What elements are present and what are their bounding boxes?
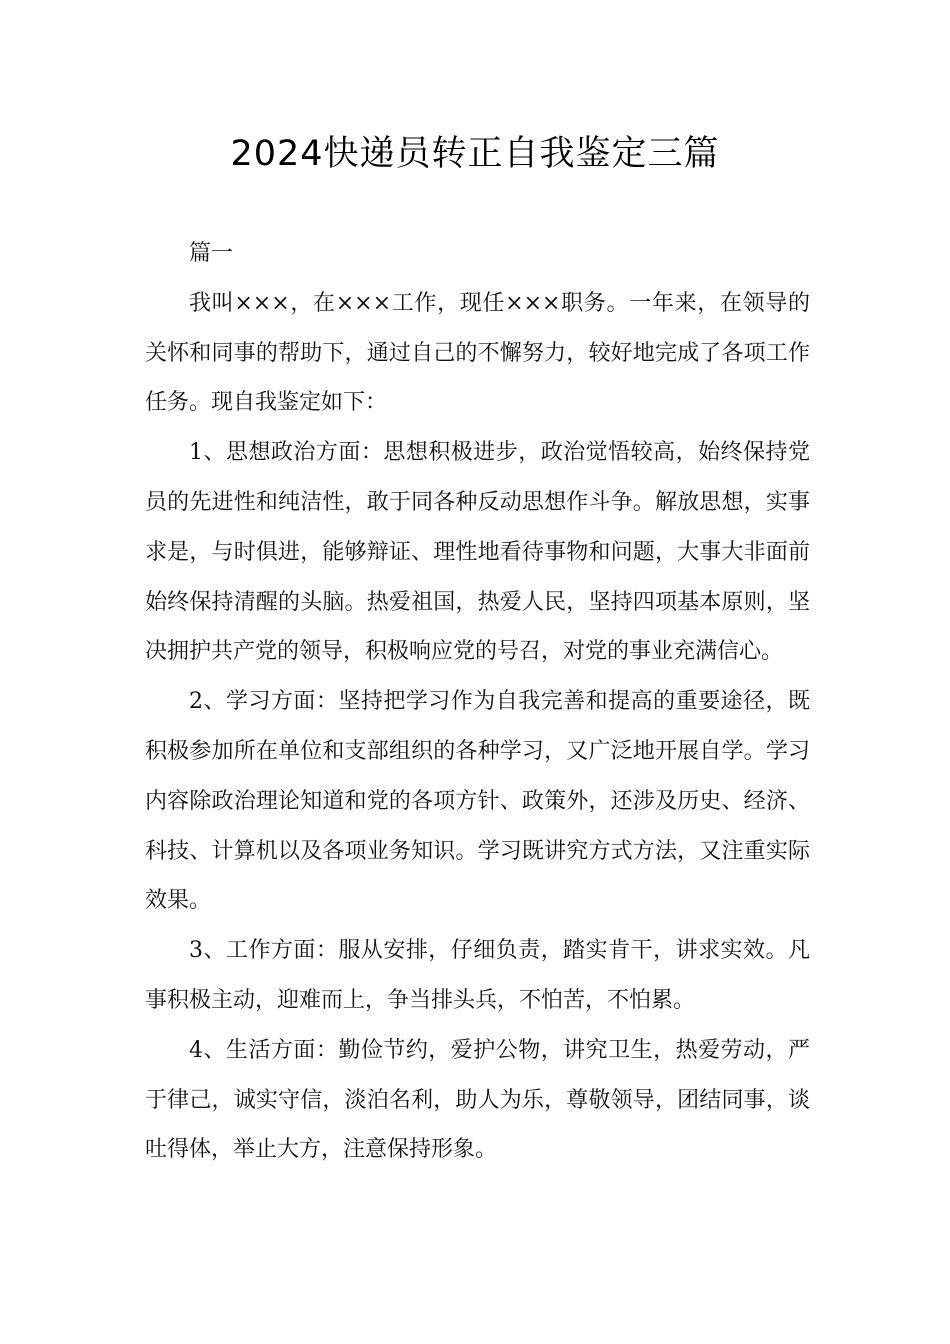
paragraph-political: 1、思想政治方面：思想积极进步，政治觉悟较高，始终保持党员的先进性和纯洁性，敢于同各种反动思想作斗争。解放思想，实事求是，与时俱进，能够辩证、理性地看待事物和问题，大事大非面前始终保持清醒的头脑。热爱祖国，热爱人民，坚持四项基本原则，坚决拥护共产党的领导，积极响应党的号召，对党的事业充满信心。 <box>145 440 810 665</box>
paragraph-work: 3、工作方面：服从安排，仔细负责，踏实肯干，讲求实效。凡事积极主动，迎难而上，争当排头兵，不怕苦，不怕累。 <box>145 938 810 1013</box>
section-heading: 篇一 <box>189 241 234 266</box>
paragraph-intro: 我叫×××，在×××工作，现任×××职务。一年来，在领导的关怀和同事的帮助下，通过自己的不懈努力，较好地完成了各项工作任务。现自我鉴定如下： <box>145 290 810 416</box>
paragraph-study: 2、学习方面：坚持把学习作为自我完善和提高的重要途径，既积极参加所在单位和支部组织的各种学习，又广泛地开展自学。学习内容除政治理论知道和党的各项方针、政策外，还涉及历史、经济、科技、计算机以及各项业务知识。学习既讲究方式方法，又注重实际效果。 <box>145 689 810 914</box>
paragraph-life: 4、生活方面：勤俭节约，爱护公物，讲究卫生，热爱劳动，严于律己，诚实守信，淡泊名利，助人为乐，尊敬领导，团结同事，谈吐得体，举止大方，注意保持形象。 <box>145 1037 810 1163</box>
document-body <box>145 229 810 1175</box>
document-title: 2024快递员转正自我鉴定三篇 <box>230 134 720 174</box>
